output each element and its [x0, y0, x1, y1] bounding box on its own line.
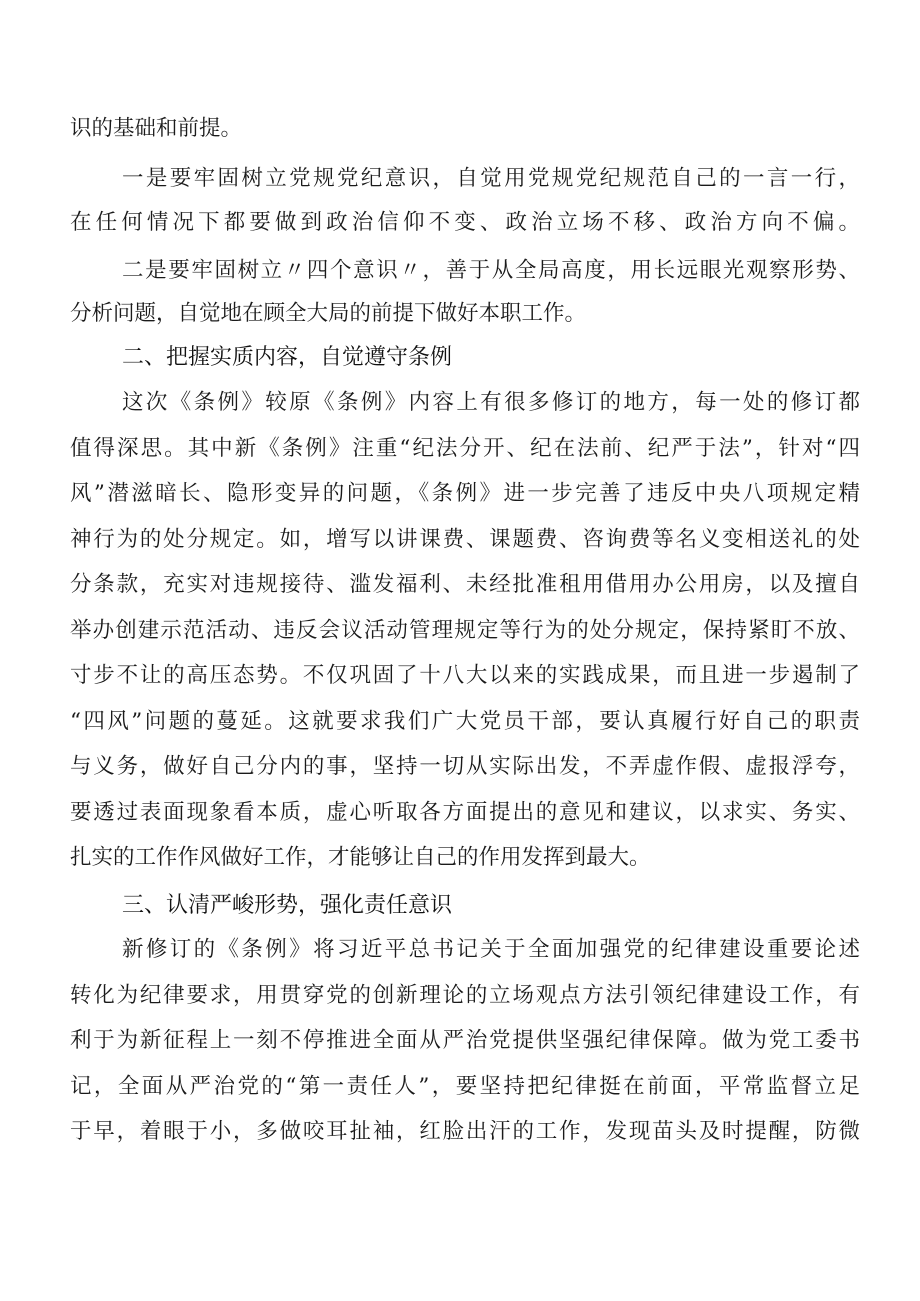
paragraph-line: 寸步不让的高压态势。不仅巩固了十八大以来的实践成果，而且进一步遏制了 [70, 663, 860, 688]
paragraph-line: 二是要牢固树立〃四个意识〃，善于从全局高度，用长远眼光观察形势、 [122, 258, 860, 283]
paragraph-line: 一是要牢固树立党规党纪意识，自觉用党规党纪规范自己的一言一行， [122, 166, 860, 191]
paragraph-line: 记，全面从严治党的“第一责任人”，要坚持把纪律挺在前面，平常监督立足 [70, 1074, 860, 1099]
paragraph-line: 与义务，做好自己分内的事，坚持一切从实际出发，不弄虚作假、虚报浮夸， [70, 754, 860, 779]
paragraph-line: 于早，着眼于小，多做咬耳扯袖，红脸出汗的工作，发现苗头及时提醒，防微 [70, 1119, 860, 1144]
section-heading: 三、认清严峻形势，强化责任意识 [122, 893, 453, 918]
paragraph-line: 举办创建示范活动、违反会议活动管理规定等行为的处分规定，保持紧盯不放、 [70, 618, 860, 643]
paragraph-line: 在任何情况下都要做到政治信仰不变、政治立场不移、政治方向不偏。 [70, 210, 860, 235]
paragraph-line: “四风”问题的蔓延。这就要求我们广大党员干部，要认真履行好自己的职责 [70, 709, 860, 734]
paragraph-line: 利于为新征程上一刻不停推进全面从严治党提供坚强纪律保障。做为党工委书 [70, 1028, 860, 1053]
paragraph-line: 分条款，充实对违规接待、滥发福利、未经批准租用借用办公用房，以及擅自 [70, 572, 860, 597]
paragraph-line: 要透过表面现象看本质，虚心听取各方面提出的意见和建议，以求实、务实、 [70, 800, 860, 825]
paragraph-line: 值得深思。其中新《条例》注重“纪法分开、纪在法前、纪严于法”，针对“四 [70, 436, 860, 461]
paragraph-line: 风”潜滋暗长、隐形变异的问题，《条例》进一步完善了违反中央八项规定精 [70, 481, 860, 506]
section-heading: 二、把握实质内容，自觉遵守条例 [122, 345, 453, 370]
paragraph-line: 神行为的处分规定。如，增写以讲课费、课题费、咨询费等名义变相送礼的处 [70, 527, 860, 552]
paragraph-line: 识的基础和前提。 [70, 116, 243, 141]
paragraph-line: 转化为纪律要求，用贯穿党的创新理论的立场观点方法引领纪律建设工作，有 [70, 983, 860, 1008]
paragraph-line: 分析问题，自觉地在顾全大局的前提下做好本职工作。 [70, 301, 587, 326]
paragraph-line: 这次《条例》较原《条例》内容上有很多修订的地方，每一处的修订都 [122, 390, 860, 415]
paragraph-line: 扎实的工作作风做好工作，才能够让自己的作用发挥到最大。 [70, 845, 651, 870]
paragraph-line: 新修订的《条例》将习近平总书记关于全面加强党的纪律建设重要论述 [122, 937, 860, 962]
